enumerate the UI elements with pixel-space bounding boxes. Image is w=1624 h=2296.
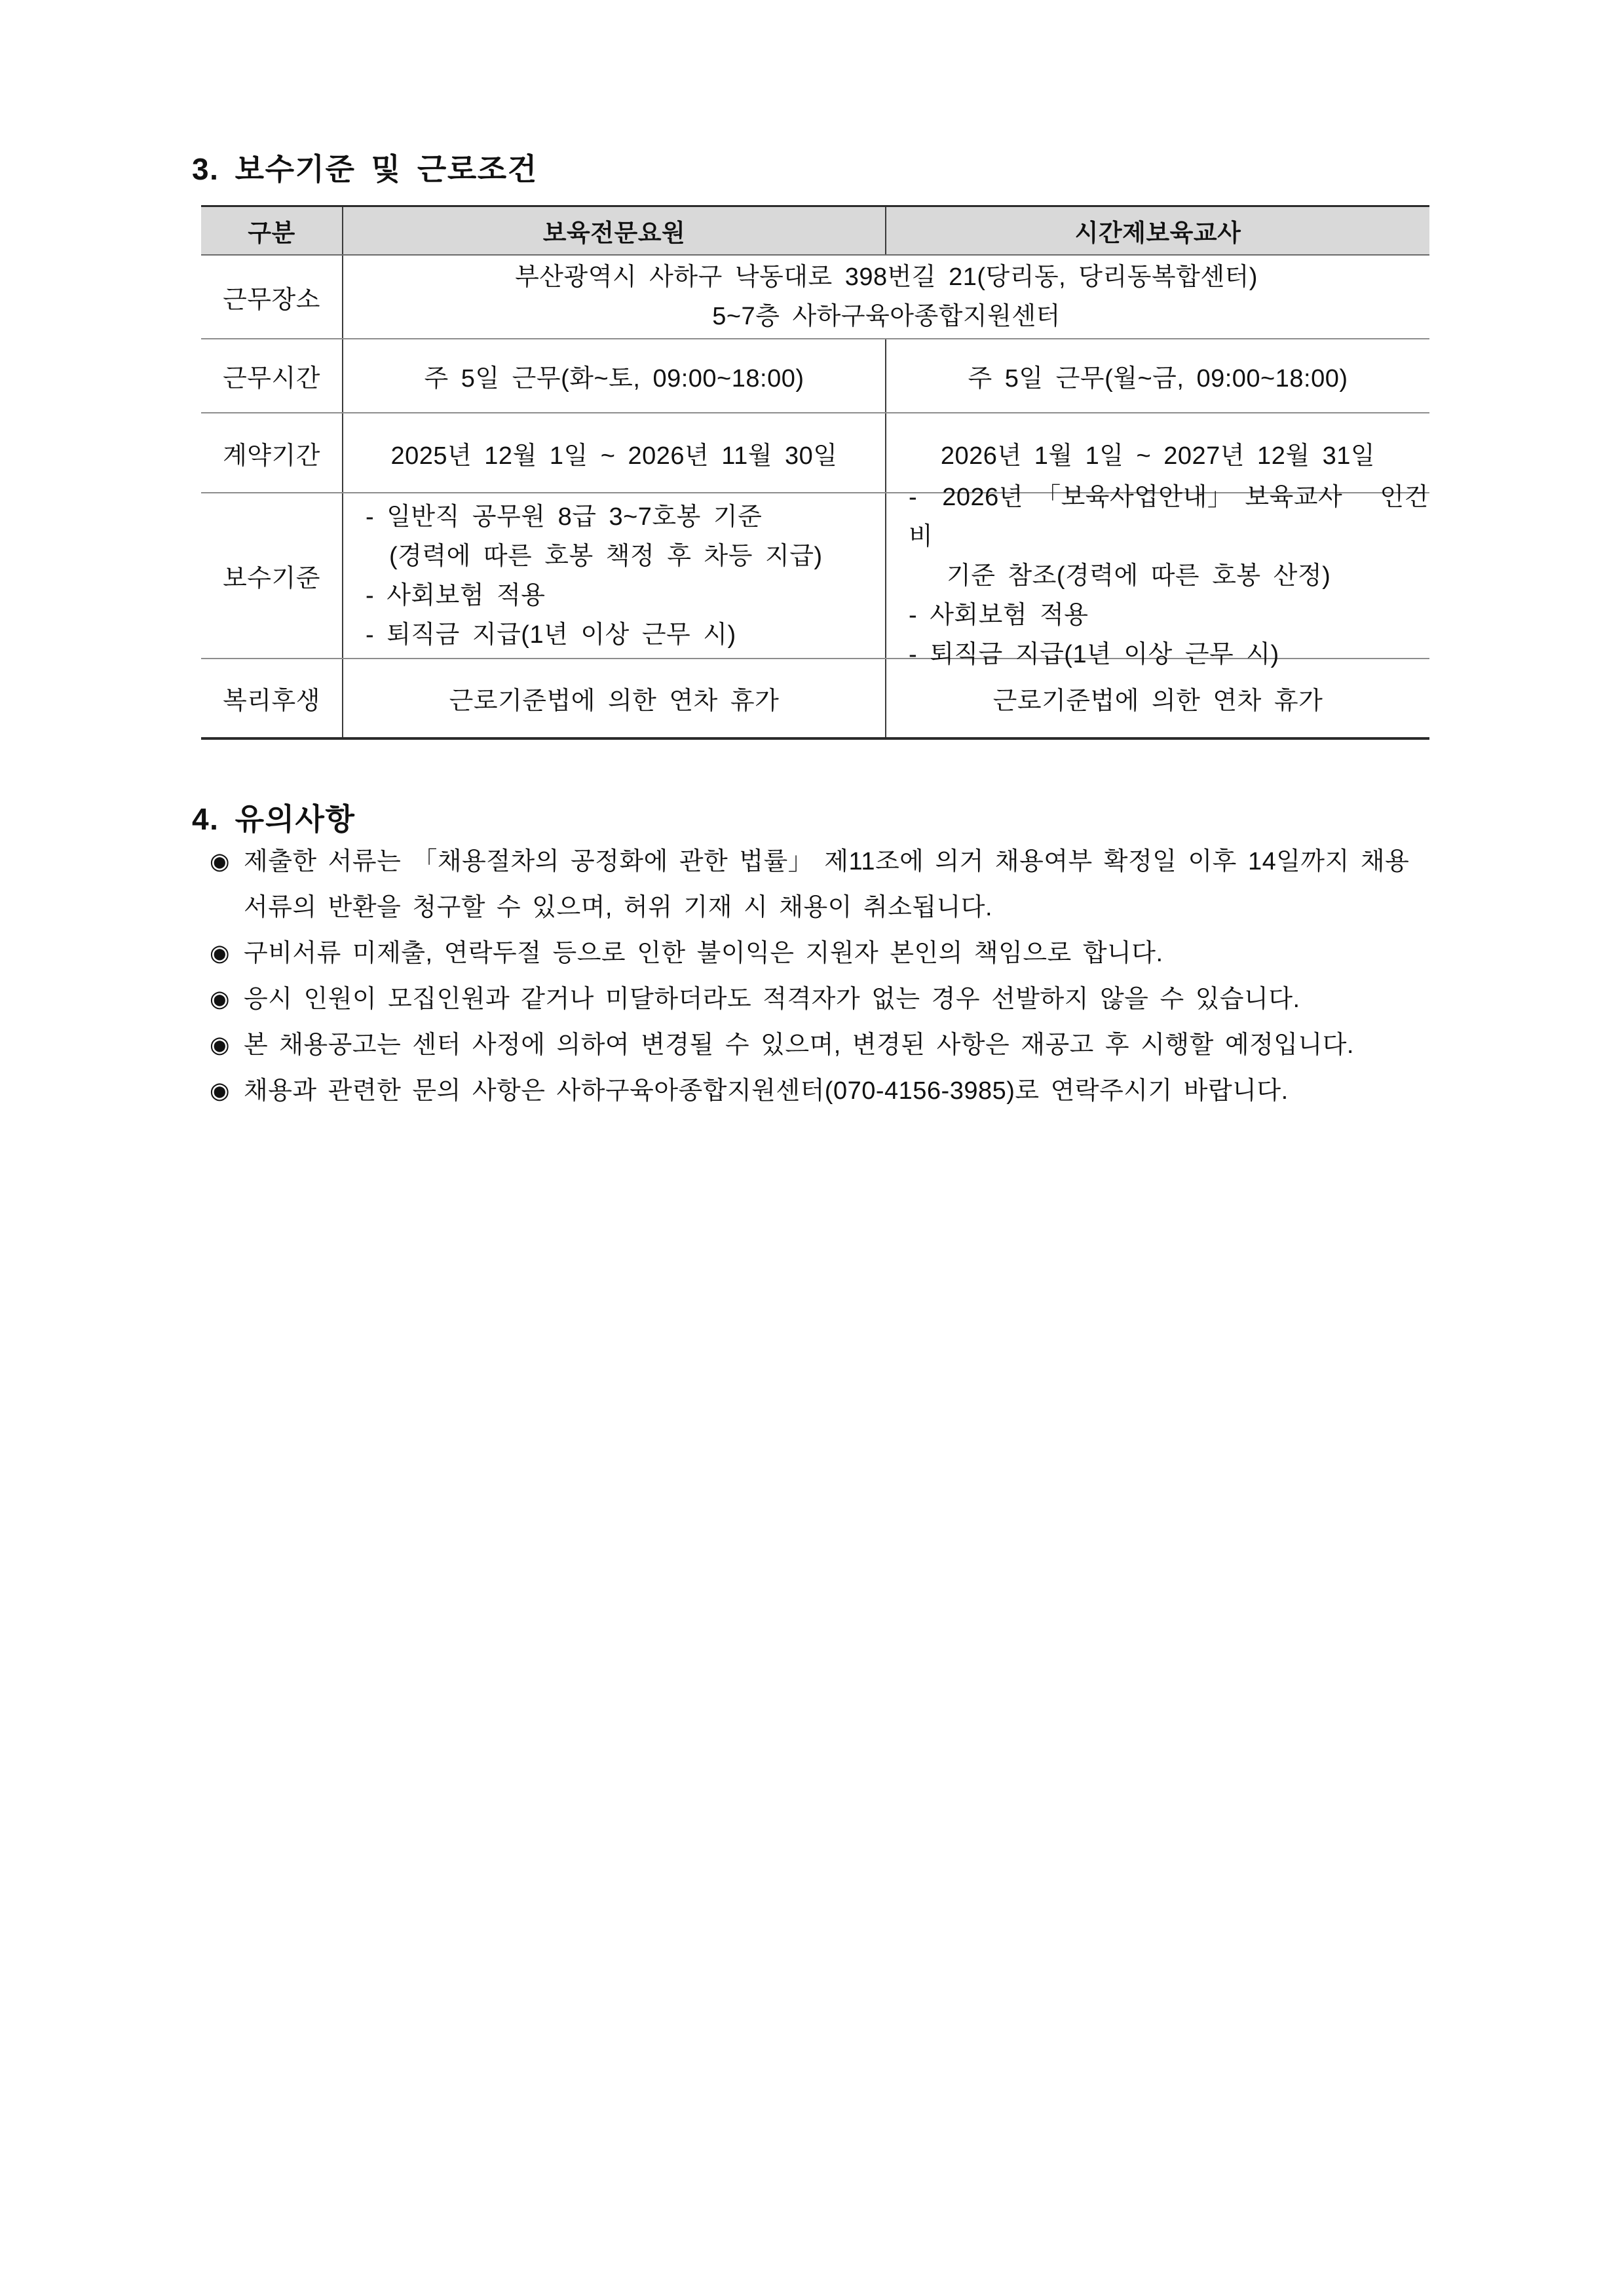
bullet-fisheye-icon: ◉ [210, 940, 231, 966]
pay-specialist-line1: - 일반직 공무원 8급 3~7호봉 기준 [366, 503, 763, 531]
header-category: 구분 [201, 207, 343, 254]
row-label-work-hours: 근무시간 [201, 339, 343, 412]
work-hours-specialist: 주 5일 근무(화~토, 09:00~18:00) [343, 339, 886, 412]
note-item-contact [210, 1068, 1526, 1114]
welfare-specialist: 근로기준법에 의한 연차 휴가 [343, 659, 886, 737]
pay-specialist-line2: (경력에 따른 호봉 책정 후 차등 지급) [389, 542, 823, 570]
bullet-fisheye-icon: ◉ [210, 849, 231, 874]
note-body [244, 1022, 1526, 1068]
note-body [244, 1068, 1526, 1114]
note-item-document-return [210, 839, 1526, 930]
note-item-notice-change [210, 1022, 1526, 1068]
pay-parttime-line2: 기준 참조(경력에 따른 호봉 산정) [947, 562, 1331, 590]
note-line: 제출한 서류는 「채용절차의 공정화에 관한 법률」 제11조에 의거 채용여부 확정일 이후 14일까지 채용 [244, 848, 1410, 875]
row-label-contract-term: 계약기간 [201, 413, 343, 492]
contract-term-specialist: 2025년 12월 1일 ~ 2026년 11월 30일 [343, 413, 886, 492]
header-childcare-specialist: 보육전문요원 [343, 207, 886, 254]
note-line: 서류의 반환을 청구할 수 있으며, 허위 기재 시 채용이 취소됩니다. [244, 894, 993, 921]
table-row-pay-standard [201, 483, 1429, 668]
row-label-pay-standard: 보수기준 [201, 493, 343, 658]
note-body [244, 930, 1526, 976]
contract-term-parttime: 2026년 1월 1일 ~ 2027년 12월 31일 [940, 442, 1376, 470]
compensation-table [201, 205, 1429, 740]
section4-heading: 4. 유의사항 [192, 802, 356, 836]
work-place-merged-cell [343, 256, 1429, 338]
note-item-missing-documents [210, 930, 1526, 976]
table-row-work-place [201, 256, 1429, 339]
row-label-work-place: 근무장소 [201, 256, 343, 338]
bullet-fisheye-icon: ◉ [210, 1078, 231, 1103]
note-line: 구비서류 미제출, 연락두절 등으로 인한 불이익은 지원자 본인의 책임으로 합니다. [244, 940, 1163, 967]
row-label-welfare: 복리후생 [201, 659, 343, 737]
pay-parttime-line3: - 사회보험 적용 [909, 601, 1089, 629]
pay-parttime-line1: - 2026년 「보육사업안내」 보육교사 인건비 [909, 483, 1429, 550]
note-line: 응시 인원이 모집인원과 같거나 미달하더라도 적격자가 없는 경우 선발하지 않을 수 있습니다. [244, 985, 1300, 1013]
table-header-row [201, 207, 1429, 256]
header-parttime-teacher: 시간제보육교사 [1074, 220, 1241, 246]
table-row-work-hours [201, 339, 1429, 413]
note-body [244, 839, 1526, 930]
work-place-address-line2: 5~7층 사하구육아종합지원센터 [712, 303, 1061, 330]
pay-parttime-line4: - 퇴직금 지급(1년 이상 근무 시) [909, 640, 1279, 668]
work-hours-parttime: 주 5일 근무(월~금, 09:00~18:00) [968, 365, 1348, 392]
notes-list [210, 839, 1526, 1114]
welfare-parttime: 근로기준법에 의한 연차 휴가 [992, 687, 1323, 715]
bullet-fisheye-icon: ◉ [210, 1032, 231, 1058]
note-item-no-selection [210, 976, 1526, 1022]
pay-standard-specialist [343, 493, 886, 658]
note-body [244, 976, 1526, 1022]
work-place-address-line1: 부산광역시 사하구 낙동대로 398번길 21(당리동, 당리동복합센터) [515, 263, 1258, 291]
table-row-welfare [201, 659, 1429, 737]
pay-specialist-line3: - 사회보험 적용 [366, 581, 546, 609]
section3-heading: 3. 보수기준 및 근로조건 [192, 152, 538, 186]
bullet-fisheye-icon: ◉ [210, 986, 231, 1012]
note-line: 채용과 관련한 문의 사항은 사하구육아종합지원센터(070-4156-3985)로 연락주시기 바랍니다. [244, 1077, 1289, 1105]
pay-specialist-line4: - 퇴직금 지급(1년 이상 근무 시) [366, 621, 736, 649]
note-line: 본 채용공고는 센터 사정에 의하여 변경될 수 있으며, 변경된 사항은 재공고 후 시행할 예정입니다. [244, 1031, 1354, 1059]
pay-standard-parttime [886, 483, 1429, 668]
